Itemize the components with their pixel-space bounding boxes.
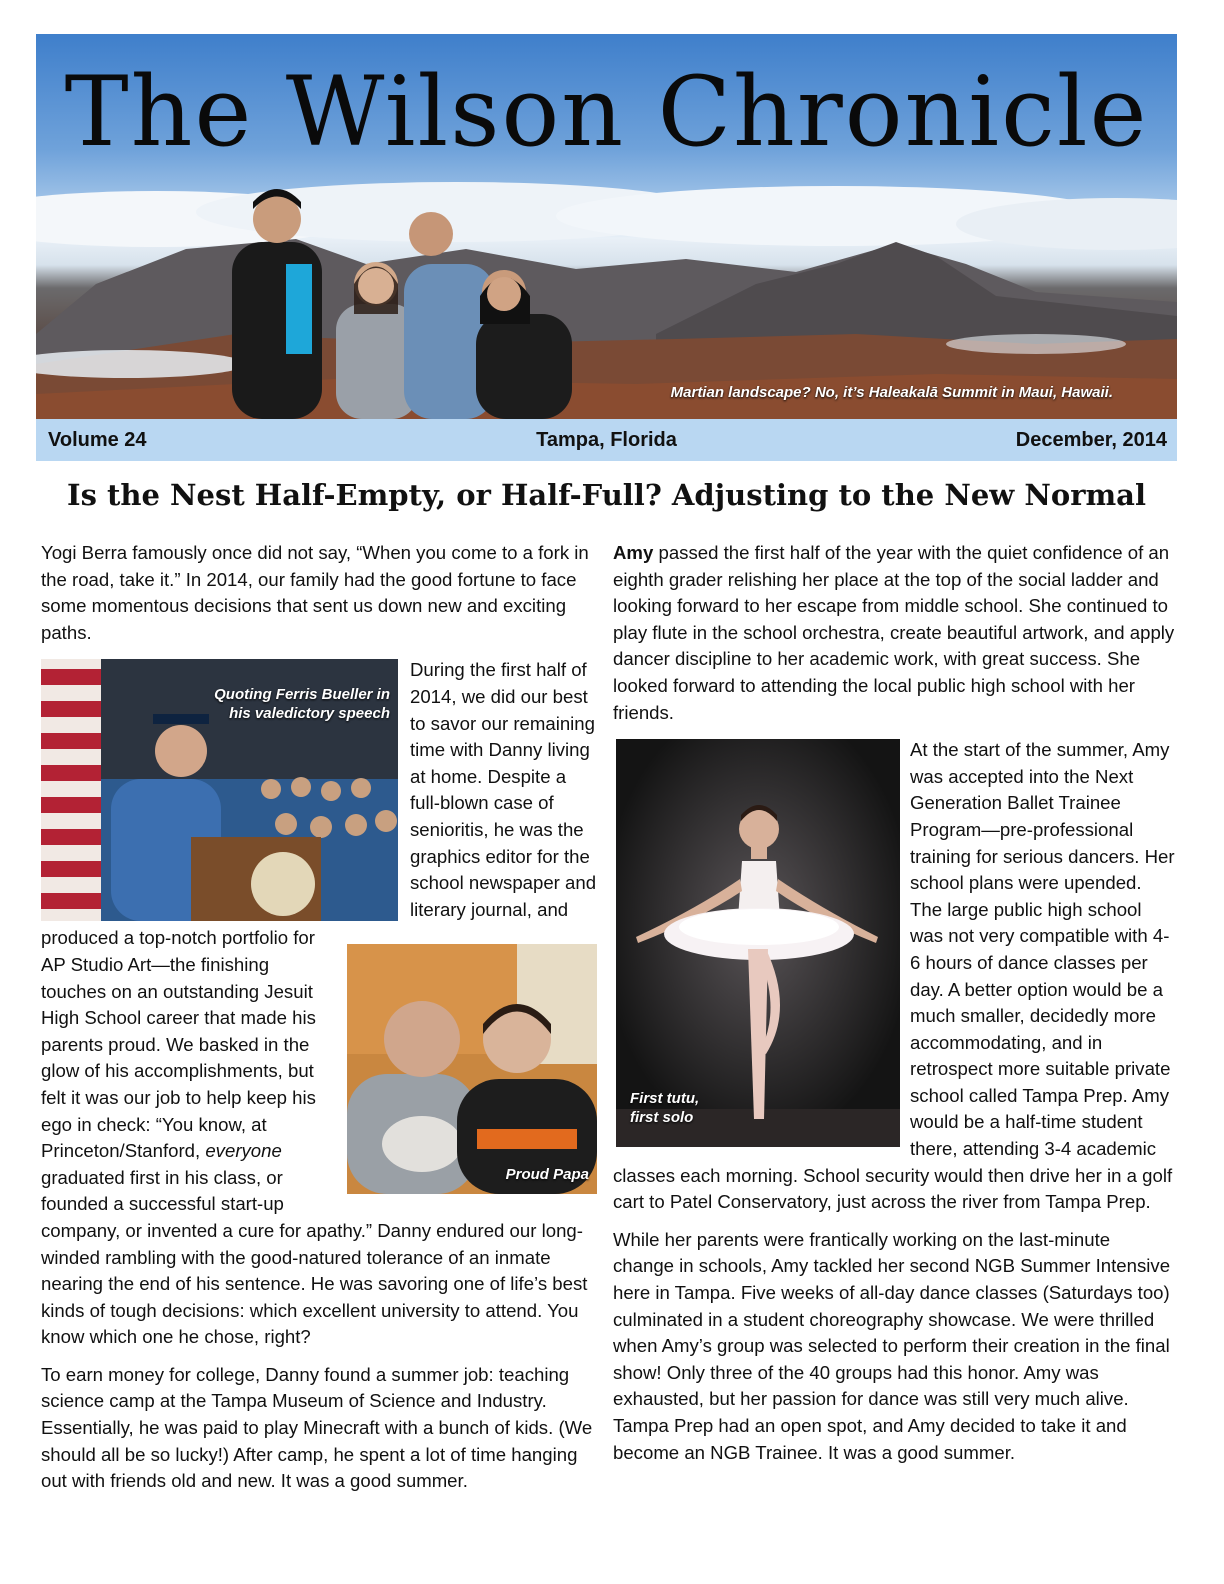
left-column bbox=[41, 540, 597, 1506]
summer-job-paragraph: To earn money for college, Danny found a summer job: teaching science camp at the Tampa Museum of Science and Industry. Essentially, he was paid to play Minecraft with a bunch of kids. (We should all be so lucky!) After camp, he spent a lot of time hanging out with friends old and new. It was a good summer. bbox=[41, 1363, 593, 1492]
issue-info-bar bbox=[36, 419, 1177, 461]
graduation-photo-caption: Quoting Ferris Bueller in his valedictory speech bbox=[214, 686, 390, 723]
masthead-photo bbox=[36, 34, 1177, 419]
location-label: Tampa, Florida bbox=[536, 429, 677, 451]
amy-intro-paragraph: Amy passed the first half of the year with the quiet confidence of an eighth grader relishing her place at the top of the social ladder and looking forward to her escape from middle school. She continued to play flute in the school orchestra, create beautiful artwork, and apply dancer discipline to her academic work, with great success. She looked forward to attending the local public high school with her friends. bbox=[613, 542, 1175, 723]
proud-papa-caption: Proud Papa bbox=[505, 1166, 589, 1184]
ballerina-illustration bbox=[616, 739, 900, 1147]
danny-paragraph: During the first half of 2014, we did our best to savor our remaining time with Danny living at home. Despite a full-blown case of senioritis, he was the graphics editor for the school newspaper and literary journal, and produced a top-notch portfolio for AP Studio Art—the finishing touches on an outstanding Jesuit High School career that made his parents proud. We basked in the glow of his accomplishments, but felt it was our job to help keep his ego in check: “You know, at Princeton/Stanford, everyone graduated first in his class, or founded a successful start-up company, or invented a cure for apathy.” Danny endured our long-winded rambling with the good-natured tolerance of an inmate nearing the end of his sentence. He was savoring one of life’s best kinds of tough decisions: which excellent university to attend. You know which one he chose, right? bbox=[41, 659, 597, 1348]
father-son-illustration bbox=[347, 944, 597, 1194]
intro-paragraph: Yogi Berra famously once did not say, “When you come to a fork in the road, take it.” In 2014, our family had the good fortune to face some momentous decisions that sent us down new and exciting paths. bbox=[41, 542, 589, 643]
volume-label: Volume 24 bbox=[48, 429, 147, 451]
ballet-photo bbox=[616, 739, 900, 1147]
summer-intensive-paragraph: While her parents were frantically working on the last-minute change in schools, Amy tackled her second NGB Summer Intensive here in Tampa. Five weeks of all-day dance classes (Saturdays too) culminated in a student choreography showcase. We were thrilled when Amy’s group was selected to perform their creation in the final show! Only three of the 40 groups had this honor. Amy was exhausted, but her passion for dance was still very much alive. Tampa Prep had an open spot, and Amy decided to take it and become an NGB Trainee. It was a good summer. bbox=[613, 1228, 1171, 1463]
masthead-photo-caption: Martian landscape? No, it’s Haleakalā Summit in Maui, Hawaii. bbox=[670, 384, 1113, 401]
ballet-photo-caption: First tutu, first solo bbox=[630, 1090, 700, 1127]
article-headline: Is the Nest Half-Empty, or Half-Full? Adjusting to the New Normal bbox=[67, 478, 1146, 512]
graduation-speech-photo bbox=[41, 659, 398, 921]
issue-date: December, 2014 bbox=[1015, 429, 1167, 451]
ngb-trainee-paragraph: At the start of the summer, Amy was accepted into the Next Generation Ballet Trainee Program—pre-professional training for serious dancers. Her school plans were upended. The large public high school was not very compatible with 4-6 hours of dance classes per day. A better option would be a much smaller, decidedly more accommodating, and in retrospect more suitable private school called Tampa Prep. Amy would be a half-time student there, attending 3-4 academic classes each morning. School security would then drive her in a golf cart to Patel Conservatory, just across the river from Tampa Prep. bbox=[613, 739, 1175, 1213]
proud-papa-photo bbox=[347, 944, 597, 1194]
newspaper-title: The Wilson Chronicle bbox=[64, 56, 1149, 168]
right-column bbox=[613, 540, 1175, 1477]
